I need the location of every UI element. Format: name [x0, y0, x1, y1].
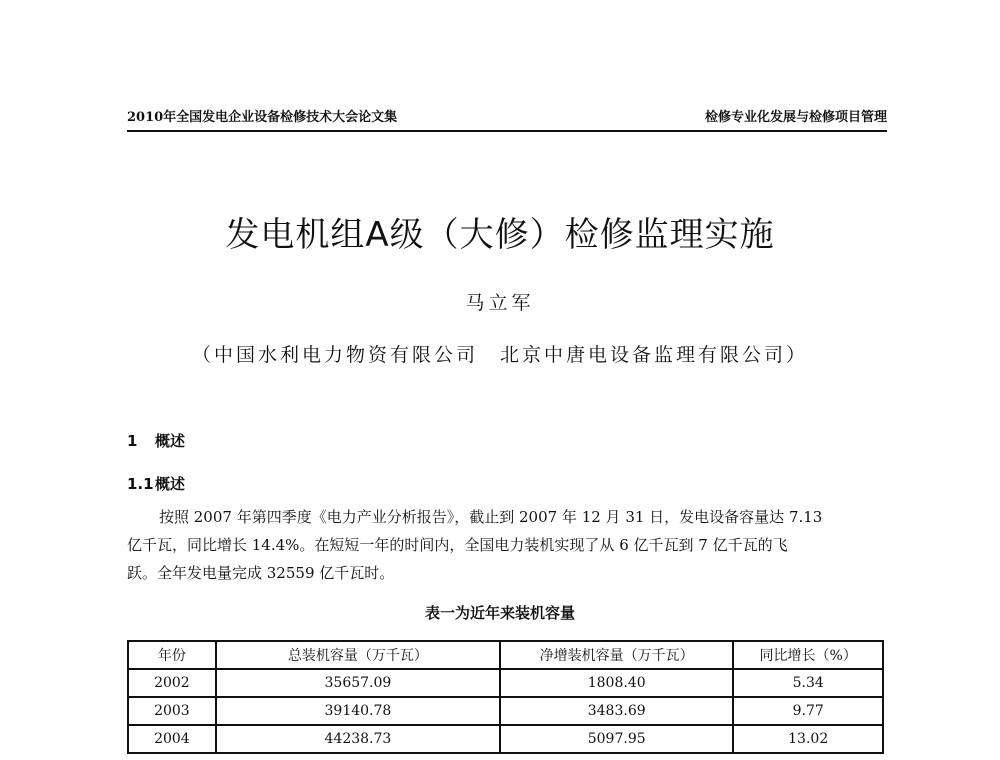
- cell-year: 2003: [128, 697, 216, 725]
- cell-growth-rate: 13.02: [733, 725, 883, 753]
- section-number: 1.1: [127, 475, 154, 493]
- cell-net-increase: 1808.40: [500, 669, 733, 697]
- table-header-row: [128, 641, 883, 669]
- affiliation-close-paren: ）: [786, 344, 809, 366]
- cell-year: 2002: [128, 669, 216, 697]
- section-title: 概述: [155, 432, 186, 450]
- capacity-table: [127, 640, 884, 754]
- affiliation-open-paren: （: [191, 344, 214, 366]
- cell-total-capacity: 35657.09: [216, 669, 500, 697]
- header-net-increase: 净增装机容量（万千瓦）: [500, 641, 733, 669]
- cell-net-increase: 3483.69: [500, 697, 733, 725]
- cell-year: 2004: [128, 725, 216, 753]
- table-row: [128, 725, 883, 753]
- running-header-left: 2010年全国发电企业设备检修技术大会论文集: [127, 110, 398, 125]
- cell-total-capacity: 39140.78: [216, 697, 500, 725]
- header-total-capacity: 总装机容量（万千瓦）: [216, 641, 500, 669]
- author-name: 马立军: [465, 292, 535, 314]
- table-row: [128, 669, 883, 697]
- section-heading-1-1: [127, 473, 185, 494]
- table-caption: 表一为近年来装机容量: [424, 604, 575, 622]
- affiliation-org-2: 北京中唐电设备监理有限公司: [500, 344, 787, 366]
- paper-title: 发电机组A级（大修）检修监理实施: [225, 215, 775, 255]
- affiliation: [0, 340, 1000, 367]
- cell-growth-rate: 9.77: [733, 697, 883, 725]
- affiliation-org-1: 中国水利电力物资有限公司: [213, 344, 478, 366]
- cell-net-increase: 5097.95: [500, 725, 733, 753]
- cell-growth-rate: 5.34: [733, 669, 883, 697]
- section-title: 概述: [155, 475, 186, 493]
- section-heading-1: [127, 430, 185, 451]
- header-year: 年份: [128, 641, 216, 669]
- running-header-right: 检修专业化发展与检修项目管理: [704, 110, 887, 125]
- paragraph-line: 跃。全年发电量完成 32559 亿千瓦时。: [127, 564, 395, 582]
- body-paragraph: [127, 503, 885, 587]
- header-growth-rate: 同比增长（%）: [733, 641, 883, 669]
- paragraph-line: 按照 2007 年第四季度《电力产业分析报告》，截止到 2007 年 12 月 31 日，发电设备容量达 7.13: [159, 508, 823, 526]
- section-number: 1: [127, 432, 138, 450]
- paragraph-line: 亿千瓦，同比增长 14.4%。在短短一年的时间内，全国电力装机实现了从 6 亿千瓦到 7 亿千瓦的飞: [127, 536, 788, 554]
- running-header: [127, 104, 887, 132]
- table-row: [128, 697, 883, 725]
- cell-total-capacity: 44238.73: [216, 725, 500, 753]
